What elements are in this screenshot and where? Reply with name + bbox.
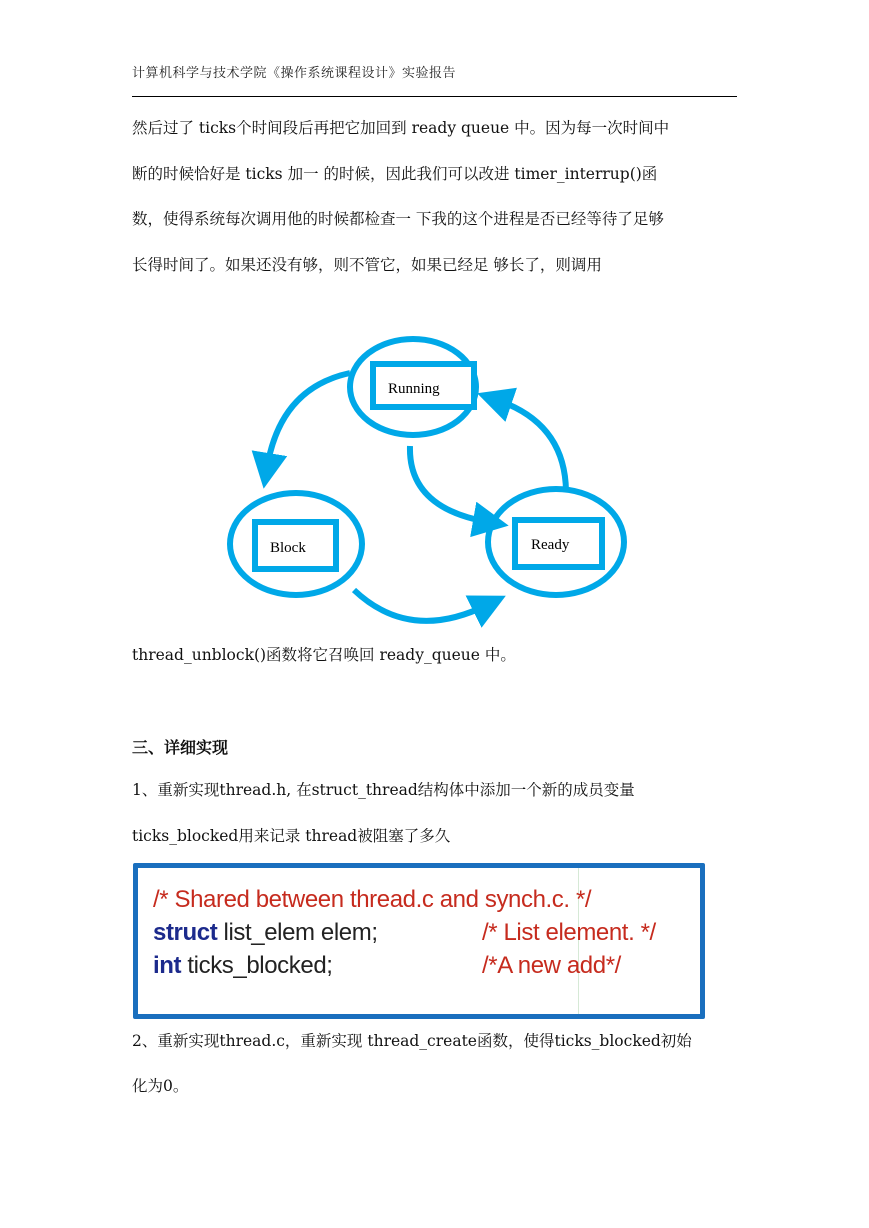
step1-line1: 1、重新实现thread.h, 在struct_thread结构体中添加一个新的成员变量	[132, 781, 635, 799]
header-divider	[132, 96, 737, 97]
paragraph-state-explanation	[132, 106, 738, 288]
code-keyword: struct	[153, 919, 218, 946]
arrow-running-to-ready	[410, 446, 488, 522]
ready-node	[488, 489, 624, 595]
paragraph-line: 长得时间了。如果还没有够，则不管它，如果已经足 够长了，则调用	[132, 255, 602, 274]
code-line-struct	[153, 919, 656, 947]
thread-state-diagram	[220, 318, 640, 638]
code-line-int	[153, 952, 621, 980]
block-label: Block	[270, 540, 306, 556]
code-screenshot	[133, 863, 705, 1019]
code-comment: /* List element. */	[482, 919, 656, 946]
code-text: list_elem elem;	[217, 919, 378, 946]
step1-line2: ticks_blocked用来记录 thread被阻塞了多久	[132, 827, 451, 845]
arrow-running-to-block	[267, 373, 350, 468]
page-header: 计算机科学与技术学院《操作系统课程设计》实验报告	[132, 66, 457, 81]
section-title: 三、详细实现	[132, 738, 229, 757]
running-node	[350, 339, 476, 435]
running-label: Running	[388, 381, 440, 397]
code-comment-line: /* Shared between thread.c and synch.c. */	[153, 886, 592, 913]
paragraph-line: 断的时候恰好是 ticks 加一 的时候，因此我们可以改进 timer_interrup()函	[132, 164, 658, 183]
paragraph-unblock: thread_unblock()函数将它召唤回 ready_queue 中。	[132, 646, 516, 664]
paragraph-line: 数，使得系统每次调用他的时候都检查一 下我的这个进程是否已经等待了足够	[132, 210, 664, 228]
step2-line1: 2、重新实现thread.c，重新实现 thread_create函数，使得ticks_blocked初始	[132, 1032, 692, 1050]
step2-line2: 化为0。	[132, 1077, 189, 1095]
paragraph-line: 然后过了 ticks个时间段后再把它加回到 ready queue 中。因为每一次时间中	[132, 119, 670, 137]
arrow-block-to-ready	[354, 590, 487, 621]
arrow-ready-to-running	[497, 400, 566, 491]
ready-label: Ready	[531, 537, 570, 553]
block-node	[230, 493, 362, 595]
code-comment: /*A new add*/	[482, 952, 621, 979]
code-text: ticks_blocked;	[181, 952, 333, 979]
code-keyword: int	[153, 952, 182, 979]
